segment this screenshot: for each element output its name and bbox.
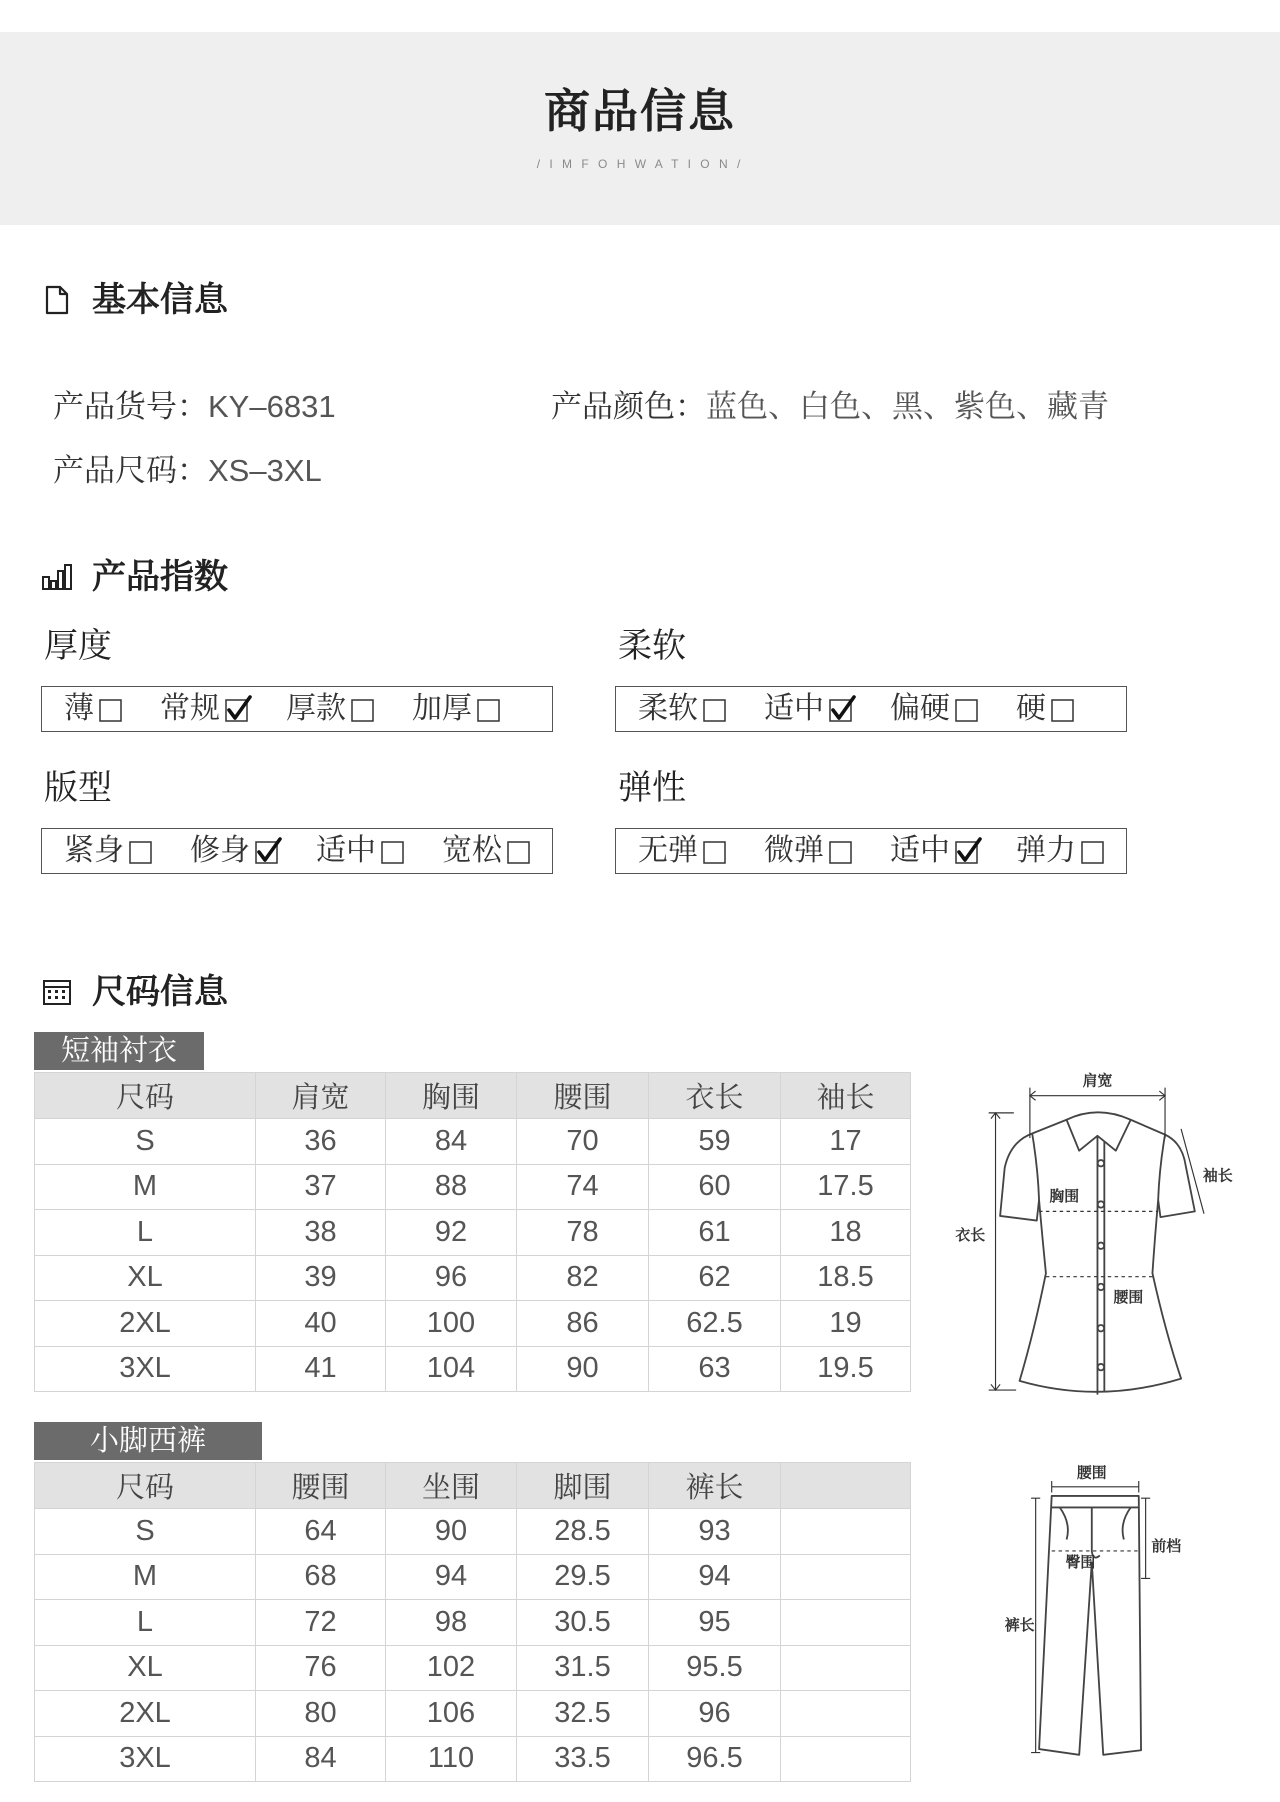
checkbox-empty-icon xyxy=(350,695,378,723)
column-header xyxy=(781,1463,911,1509)
index-option-label: 紧身 xyxy=(64,834,124,867)
measurement-cell: 64 xyxy=(256,1509,386,1555)
index-option-label: 微弹 xyxy=(764,834,824,867)
measurement-cell: 95 xyxy=(649,1600,781,1646)
checkbox-empty-icon xyxy=(702,695,730,723)
measurement-cell: 68 xyxy=(256,1555,386,1601)
page-subtitle: / I M F O H W A T I O N / xyxy=(536,157,744,171)
product-sizes-label: 产品尺码： xyxy=(53,453,208,488)
measurement-cell: 70 xyxy=(517,1119,649,1165)
index-option xyxy=(160,691,252,727)
size-cell: 2XL xyxy=(35,1301,256,1347)
measurement-cell: 84 xyxy=(386,1119,517,1165)
measurement-cell: 17.5 xyxy=(781,1165,911,1211)
index-option-label: 适中 xyxy=(764,692,824,725)
measurement-cell: 80 xyxy=(256,1691,386,1737)
measurement-cell xyxy=(781,1509,911,1555)
size-table-shirt xyxy=(34,1072,911,1392)
size-cell: 3XL xyxy=(35,1347,256,1393)
item-number xyxy=(53,388,336,426)
checkbox-empty-icon xyxy=(128,837,156,865)
section-size-info xyxy=(42,972,228,1012)
shirt-label-shoulder: 肩宽 xyxy=(1082,1071,1113,1090)
table-tab-pants: 小脚西裤 xyxy=(34,1422,262,1460)
index-option-label: 加厚 xyxy=(412,692,472,725)
measurement-cell: 110 xyxy=(386,1737,517,1783)
shirt-measurement-diagram xyxy=(952,1061,1275,1411)
measurement-cell: 33.5 xyxy=(517,1737,649,1783)
pants-label-length: 裤长 xyxy=(1004,1615,1035,1634)
column-header: 袖长 xyxy=(781,1073,911,1119)
checkbox-empty-icon xyxy=(702,837,730,865)
measurement-cell: 96 xyxy=(386,1256,517,1302)
shirt-label-chest: 胸围 xyxy=(1049,1187,1080,1206)
checkbox-empty-icon xyxy=(380,837,408,865)
item-number-value: KY–6831 xyxy=(208,389,336,424)
measurement-cell: 61 xyxy=(649,1210,781,1256)
checkbox-checked-icon xyxy=(254,837,282,865)
measurement-cell: 90 xyxy=(386,1509,517,1555)
checkbox-empty-icon xyxy=(1080,837,1108,865)
index-option xyxy=(764,833,856,869)
column-header: 尺码 xyxy=(35,1463,256,1509)
size-cell: S xyxy=(35,1509,256,1555)
column-header: 腰围 xyxy=(517,1073,649,1119)
index-group-title: 弹性 xyxy=(618,769,686,807)
measurement-cell: 36 xyxy=(256,1119,386,1165)
column-header: 脚围 xyxy=(517,1463,649,1509)
index-option-label: 硬 xyxy=(1016,692,1046,725)
checkbox-checked-icon xyxy=(224,695,252,723)
measurement-cell: 94 xyxy=(649,1555,781,1601)
measurement-cell: 18.5 xyxy=(781,1256,911,1302)
index-option-label: 常规 xyxy=(160,692,220,725)
measurement-cell: 17 xyxy=(781,1119,911,1165)
pants-label-waist: 腰围 xyxy=(1076,1463,1107,1482)
column-header: 肩宽 xyxy=(256,1073,386,1119)
column-header: 坐围 xyxy=(386,1463,517,1509)
measurement-cell: 76 xyxy=(256,1646,386,1692)
index-option xyxy=(764,691,856,727)
measurement-cell: 72 xyxy=(256,1600,386,1646)
index-option xyxy=(890,691,982,727)
index-option xyxy=(64,833,156,869)
calendar-grid-icon xyxy=(42,976,72,1008)
section-heading: 产品指数 xyxy=(92,558,228,596)
checkbox-empty-icon xyxy=(828,837,856,865)
product-colors-label: 产品颜色： xyxy=(551,389,706,424)
index-option-label: 适中 xyxy=(890,834,950,867)
measurement-cell: 59 xyxy=(649,1119,781,1165)
measurement-cell: 18 xyxy=(781,1210,911,1256)
document-icon xyxy=(42,284,72,316)
measurement-cell: 82 xyxy=(517,1256,649,1302)
size-cell: 2XL xyxy=(35,1691,256,1737)
size-cell: XL xyxy=(35,1256,256,1302)
measurement-cell: 100 xyxy=(386,1301,517,1347)
size-cell: 3XL xyxy=(35,1737,256,1783)
index-option xyxy=(1016,833,1108,869)
measurement-cell: 31.5 xyxy=(517,1646,649,1692)
measurement-cell: 62 xyxy=(649,1256,781,1302)
index-option xyxy=(1016,691,1078,727)
measurement-cell xyxy=(781,1737,911,1783)
checkbox-empty-icon xyxy=(476,695,504,723)
item-number-label: 产品货号： xyxy=(53,389,208,424)
index-group-softness xyxy=(615,627,1127,734)
section-basic-info xyxy=(42,280,228,320)
measurement-cell: 92 xyxy=(386,1210,517,1256)
pants-label-hip: 臀围 xyxy=(1065,1552,1096,1571)
index-group-elasticity xyxy=(615,769,1127,876)
measurement-cell: 19.5 xyxy=(781,1347,911,1393)
measurement-cell: 78 xyxy=(517,1210,649,1256)
index-option-label: 偏硬 xyxy=(890,692,950,725)
measurement-cell: 40 xyxy=(256,1301,386,1347)
measurement-cell: 19 xyxy=(781,1301,911,1347)
index-option xyxy=(412,691,504,727)
index-group-title: 柔软 xyxy=(618,627,686,665)
column-header: 尺码 xyxy=(35,1073,256,1119)
index-option xyxy=(638,691,730,727)
index-option-label: 修身 xyxy=(190,834,250,867)
index-option-label: 无弹 xyxy=(638,834,698,867)
checkbox-empty-icon xyxy=(98,695,126,723)
size-cell: M xyxy=(35,1165,256,1211)
measurement-cell: 94 xyxy=(386,1555,517,1601)
measurement-cell: 62.5 xyxy=(649,1301,781,1347)
measurement-cell: 90 xyxy=(517,1347,649,1393)
product-sizes xyxy=(53,452,322,490)
pants-label-rise: 前档 xyxy=(1151,1536,1182,1555)
index-options-box xyxy=(41,828,553,874)
checkbox-checked-icon xyxy=(828,695,856,723)
index-option xyxy=(190,833,282,869)
column-header: 胸围 xyxy=(386,1073,517,1119)
size-cell: L xyxy=(35,1600,256,1646)
measurement-cell: 95.5 xyxy=(649,1646,781,1692)
column-header: 腰围 xyxy=(256,1463,386,1509)
size-cell: S xyxy=(35,1119,256,1165)
index-option-label: 弹力 xyxy=(1016,834,1076,867)
product-colors-value: 蓝色、白色、黑、紫色、藏青 xyxy=(706,389,1109,424)
size-table-pants xyxy=(34,1462,911,1782)
measurement-cell: 28.5 xyxy=(517,1509,649,1555)
column-header: 衣长 xyxy=(649,1073,781,1119)
index-option xyxy=(442,833,534,869)
measurement-cell: 98 xyxy=(386,1600,517,1646)
measurement-cell: 102 xyxy=(386,1646,517,1692)
shirt-label-length: 衣长 xyxy=(955,1226,986,1245)
measurement-cell: 104 xyxy=(386,1347,517,1393)
index-option xyxy=(638,833,730,869)
size-cell: L xyxy=(35,1210,256,1256)
index-group-fit xyxy=(41,769,553,876)
index-group-title: 版型 xyxy=(44,769,112,807)
index-option xyxy=(890,833,982,869)
product-colors xyxy=(551,388,1109,426)
measurement-cell: 86 xyxy=(517,1301,649,1347)
measurement-cell xyxy=(781,1646,911,1692)
index-options-box xyxy=(615,686,1127,732)
measurement-cell xyxy=(781,1691,911,1737)
page-header xyxy=(0,32,1280,225)
index-option-label: 柔软 xyxy=(638,692,698,725)
measurement-cell: 96 xyxy=(649,1691,781,1737)
shirt-label-waist: 腰围 xyxy=(1113,1287,1144,1306)
index-options-box xyxy=(41,686,553,732)
pants-measurement-diagram xyxy=(992,1457,1187,1772)
checkbox-empty-icon xyxy=(1050,695,1078,723)
index-option-label: 薄 xyxy=(64,692,94,725)
measurement-cell: 39 xyxy=(256,1256,386,1302)
measurement-cell: 74 xyxy=(517,1165,649,1211)
index-option xyxy=(64,691,126,727)
measurement-cell: 63 xyxy=(649,1347,781,1393)
index-option-label: 宽松 xyxy=(442,834,502,867)
section-heading: 基本信息 xyxy=(92,281,228,319)
index-group-thickness xyxy=(41,627,553,734)
measurement-cell xyxy=(781,1555,911,1601)
shirt-label-sleeve: 袖长 xyxy=(1202,1166,1233,1185)
measurement-cell: 60 xyxy=(649,1165,781,1211)
measurement-cell: 38 xyxy=(256,1210,386,1256)
index-group-title: 厚度 xyxy=(44,627,112,665)
bar-chart-icon xyxy=(42,561,72,593)
index-option xyxy=(286,691,378,727)
pants-outline xyxy=(1039,1496,1141,1755)
index-option-label: 适中 xyxy=(316,834,376,867)
index-options-box xyxy=(615,828,1127,874)
measurement-cell: 106 xyxy=(386,1691,517,1737)
measurement-cell: 29.5 xyxy=(517,1555,649,1601)
checkbox-empty-icon xyxy=(954,695,982,723)
product-sizes-value: XS–3XL xyxy=(208,453,322,488)
column-header: 裤长 xyxy=(649,1463,781,1509)
measurement-cell: 37 xyxy=(256,1165,386,1211)
measurement-cell: 41 xyxy=(256,1347,386,1393)
section-heading: 尺码信息 xyxy=(92,973,228,1011)
index-option xyxy=(316,833,408,869)
measurement-cell: 88 xyxy=(386,1165,517,1211)
index-option-label: 厚款 xyxy=(286,692,346,725)
measurement-cell: 30.5 xyxy=(517,1600,649,1646)
measurement-cell: 96.5 xyxy=(649,1737,781,1783)
size-cell: M xyxy=(35,1555,256,1601)
table-tab-shirt: 短袖衬衣 xyxy=(34,1032,204,1070)
size-cell: XL xyxy=(35,1646,256,1692)
checkbox-empty-icon xyxy=(506,837,534,865)
section-product-index xyxy=(42,557,228,597)
measurement-cell: 84 xyxy=(256,1737,386,1783)
measurement-cell: 93 xyxy=(649,1509,781,1555)
measurement-cell: 32.5 xyxy=(517,1691,649,1737)
page-title: 商品信息 xyxy=(544,85,736,137)
measurement-cell xyxy=(781,1600,911,1646)
checkbox-checked-icon xyxy=(954,837,982,865)
